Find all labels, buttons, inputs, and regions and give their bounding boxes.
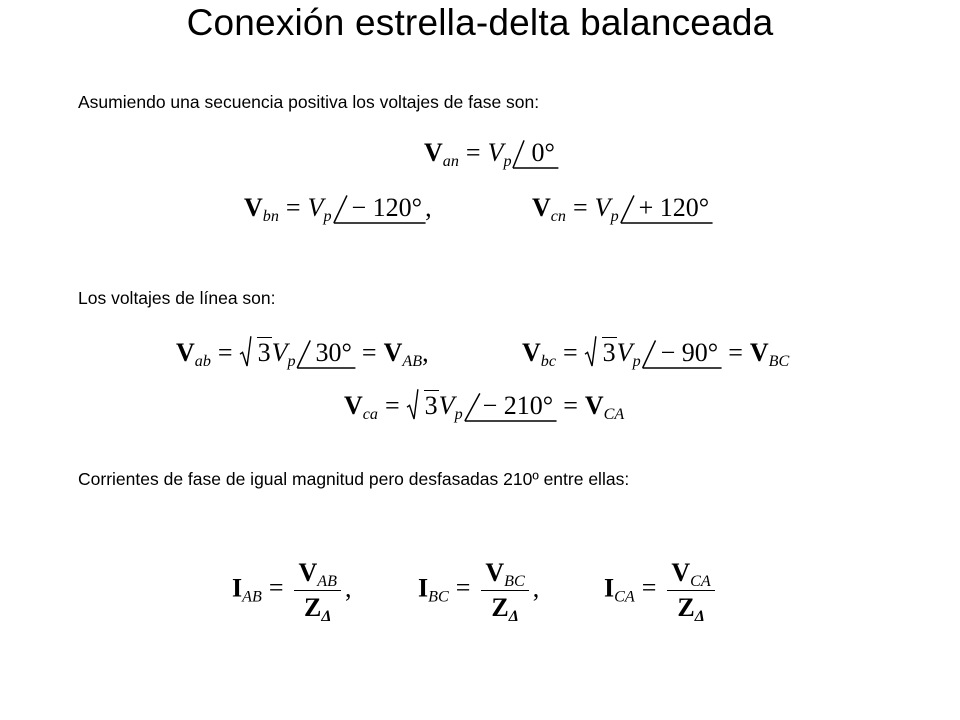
equation-vbn: $V_{bn} = V_p$ − 120° , xyxy=(244,193,432,226)
angle-symbol: 30° xyxy=(296,338,355,368)
sqrt-symbol: 3 xyxy=(240,337,272,368)
intro-text: Asumiendo una secuencia positiva los voltajes de fase son: xyxy=(78,92,540,112)
line-voltages-text: Los voltajes de línea son: xyxy=(78,288,276,308)
equation-vab: $V_{ab}$ = $3V_p$ $30^\circ = V_{AB}$, xyxy=(176,338,429,371)
angle-symbol: + 120° xyxy=(619,193,713,223)
fraction: $\frac{V_{CA}}{Z_\Delta}$ xyxy=(667,558,714,623)
slide-title: Conexión estrella-delta balanceada xyxy=(186,2,774,43)
equation-vbc: $V_{bc}$ = $3V_p$ − $90^\circ = V_{BC}$ xyxy=(522,338,790,371)
angle-symbol: − 210° xyxy=(463,391,557,421)
equation-van: $V_{an} = V_p$ 0° xyxy=(424,138,558,168)
fraction: $\frac{V_{AB}}{Z_\Delta}$ xyxy=(294,558,340,623)
equation-vcn: $V_{cn} = V_p$ + 120° xyxy=(532,193,712,223)
sqrt-symbol: 3 xyxy=(407,390,439,421)
sqrt-symbol: 3 xyxy=(585,337,617,368)
angle-symbol: − 120° xyxy=(332,193,426,223)
fraction: $\frac{V_{BC}}{Z_\Delta}$ xyxy=(481,558,528,623)
angle-symbol: 0° xyxy=(512,138,558,168)
equation-vca: $V_{ca}$ = $3V_p$ − $210^\circ = V_{CA}$ xyxy=(344,391,625,424)
equation-iab: $I_{AB}$ = $\frac{V_{AB}}{Z_\Delta}$ , xyxy=(232,558,352,626)
equation-ica: $I_{CA}$ = $\frac{V_{CA}}{Z_\Delta}$ xyxy=(604,558,719,623)
equation-ibc: $I_{BC}$ = $\frac{V_{BC}}{Z_\Delta}$ , xyxy=(418,558,540,626)
angle-symbol: − 90° xyxy=(641,338,722,368)
phase-currents-text: Corrientes de fase de igual magnitud pero desfasadas 210º entre ellas: xyxy=(78,469,630,489)
